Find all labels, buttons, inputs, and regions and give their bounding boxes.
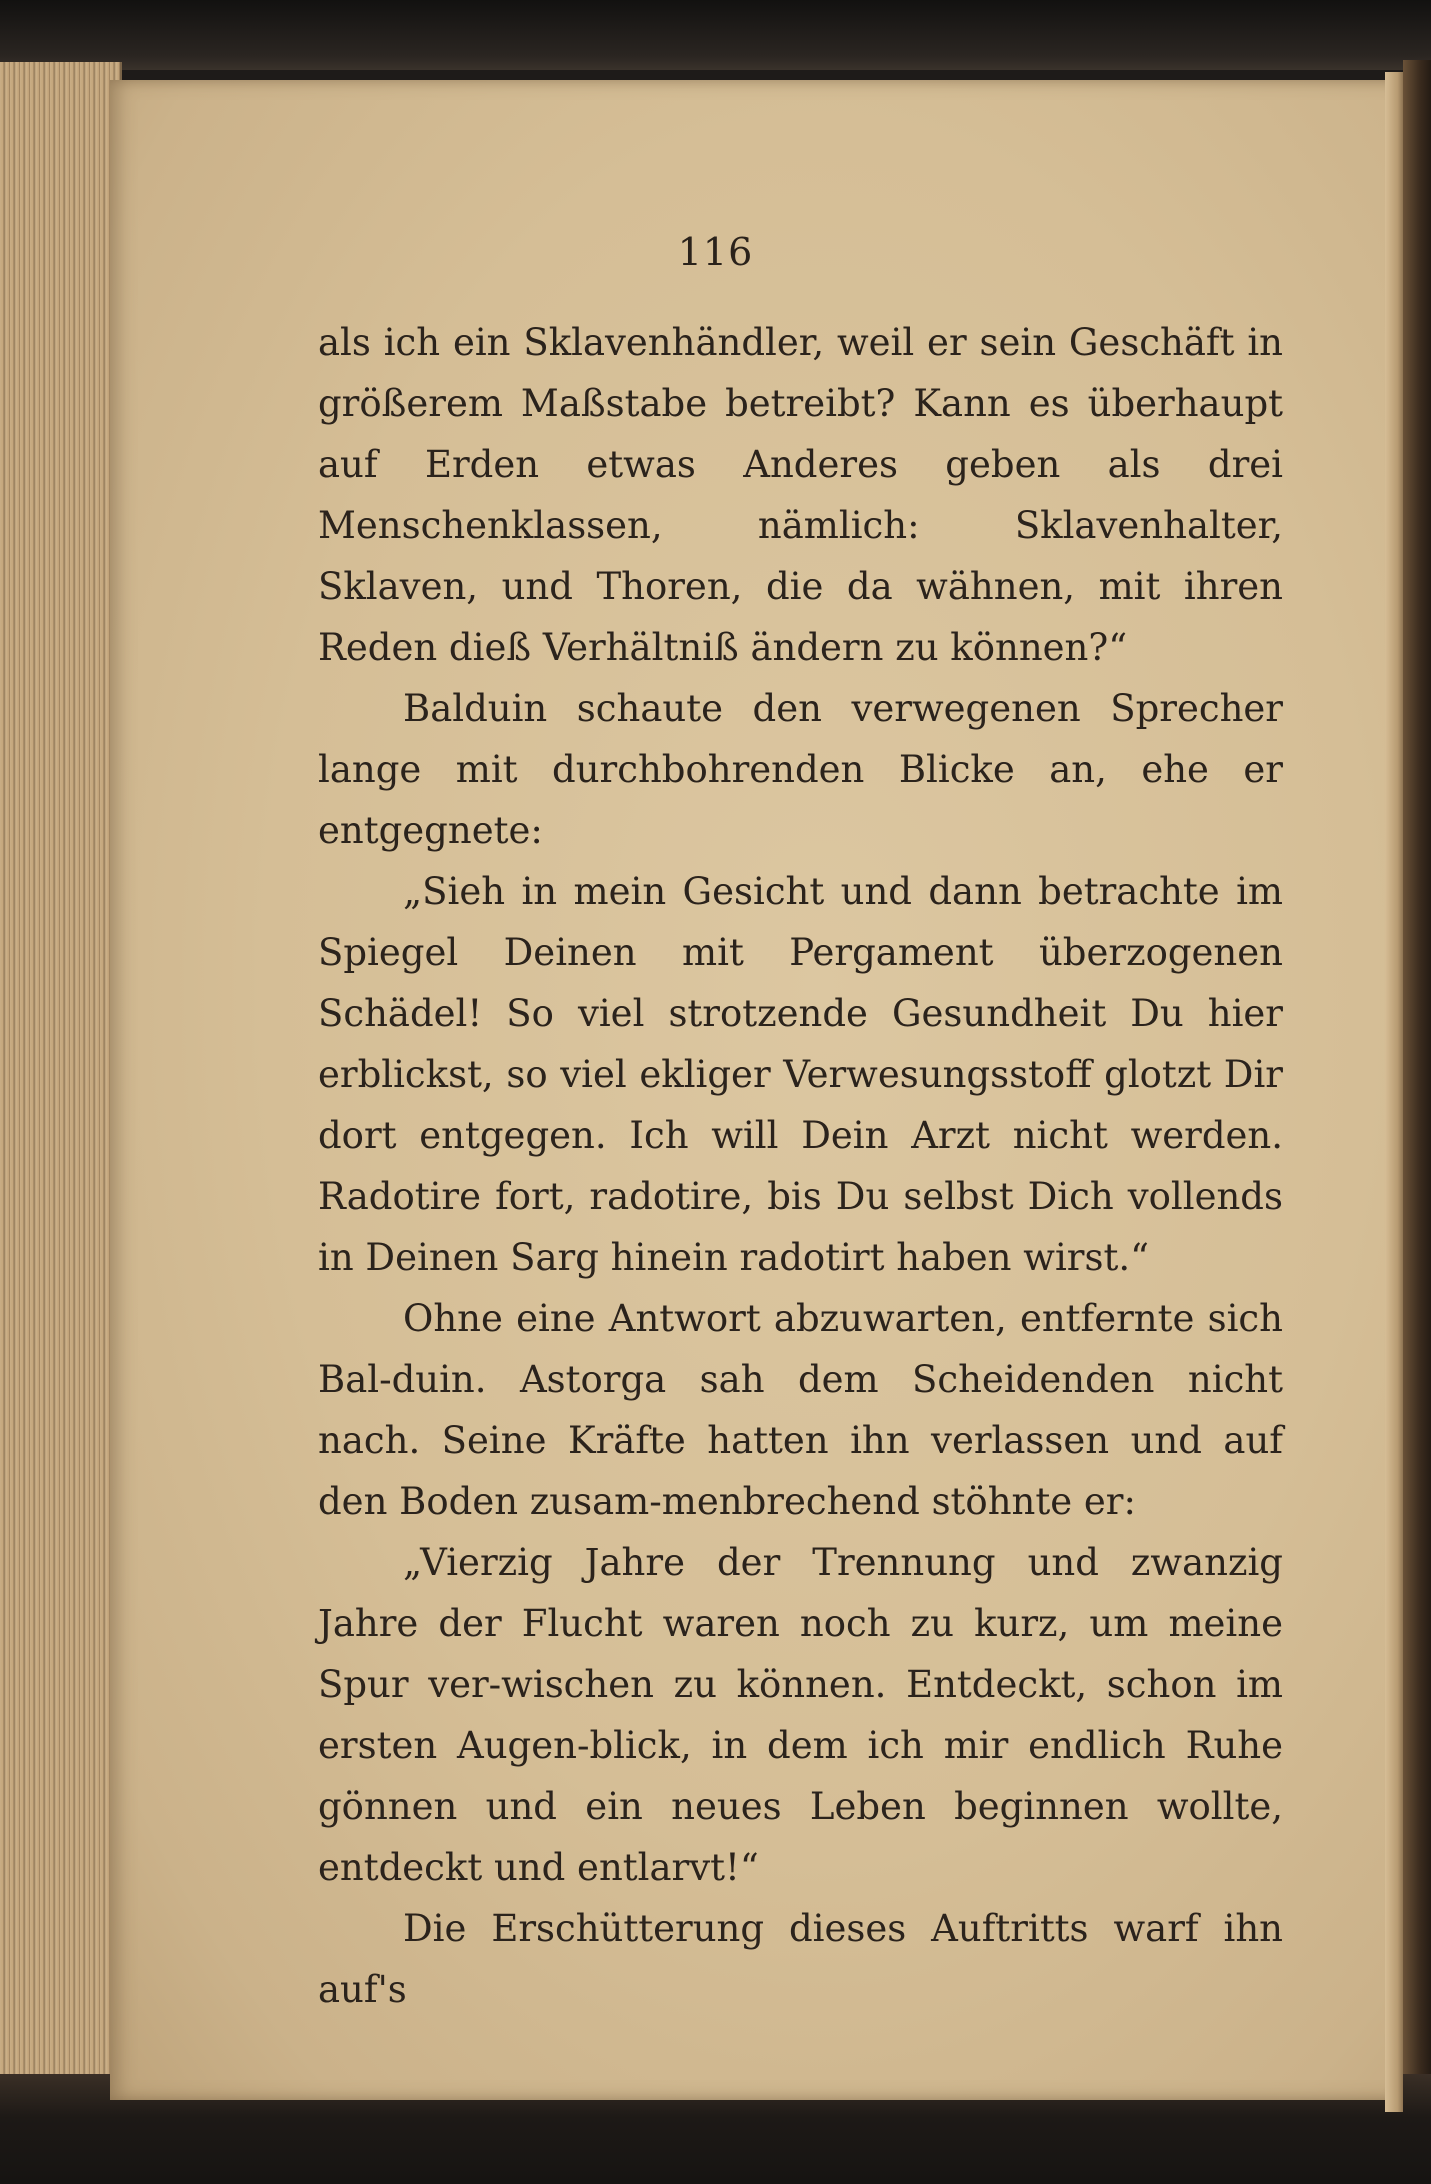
page-right-edge (1385, 72, 1403, 2112)
book-cover-top (0, 0, 1431, 70)
paragraph: Die Erschütterung dieses Auftritts warf ihn auf's (318, 1907, 1283, 2011)
page-number: 116 (677, 230, 754, 274)
page-block-edges (0, 62, 122, 2092)
paragraph: „Vierzig Jahre der Trennung und zwanzig Jahre der Flucht waren noch zu kurz, um meine Spur ver-wischen zu können. Entdeckt, schon im ersten Augen-blick, in dem ich mir endlich Ruhe gönnen und ein neues Leben beginnen wollte, entdeckt und entlarvt!“ (318, 1541, 1283, 1889)
paragraph: „Sieh in mein Gesicht und dann betrachte im Spiegel Deinen mit Pergament überzogenen Schädel! So viel strotzende Gesundheit Du hier erblickst, so viel ekliger Verwesungsstoff glotzt Dir dort entgegen. Ich will Dein Arzt nicht werden. Radotire fort, radotire, bis Du selbst Dich vollends in Deinen Sarg hinein radotirt haben wirst.“ (318, 870, 1283, 1279)
paragraph: Balduin schaute den verwegenen Sprecher lange mit durchbohrenden Blicke an, ehe er entgegnete: (318, 687, 1283, 852)
paragraph: Ohne eine Antwort abzuwarten, entfernte sich Bal-duin. Astorga sah dem Scheidenden nicht nach. Seine Kräfte hatten ihn verlassen und auf den Boden zusam-menbrechend stöhnte er: (318, 1297, 1283, 1523)
page-text (318, 312, 1283, 2020)
book-cover-right (1403, 60, 1431, 2120)
paragraph: als ich ein Sklavenhändler, weil er sein Geschäft in größerem Maßstabe betreibt? Kann es überhaupt auf Erden etwas Anderes geben als drei Menschenklassen, nämlich: Sklavenhalter, Sklaven, und Thoren, die da wähnen, mit ihren Reden dieß Verhältniß ändern zu können?“ (318, 321, 1283, 669)
